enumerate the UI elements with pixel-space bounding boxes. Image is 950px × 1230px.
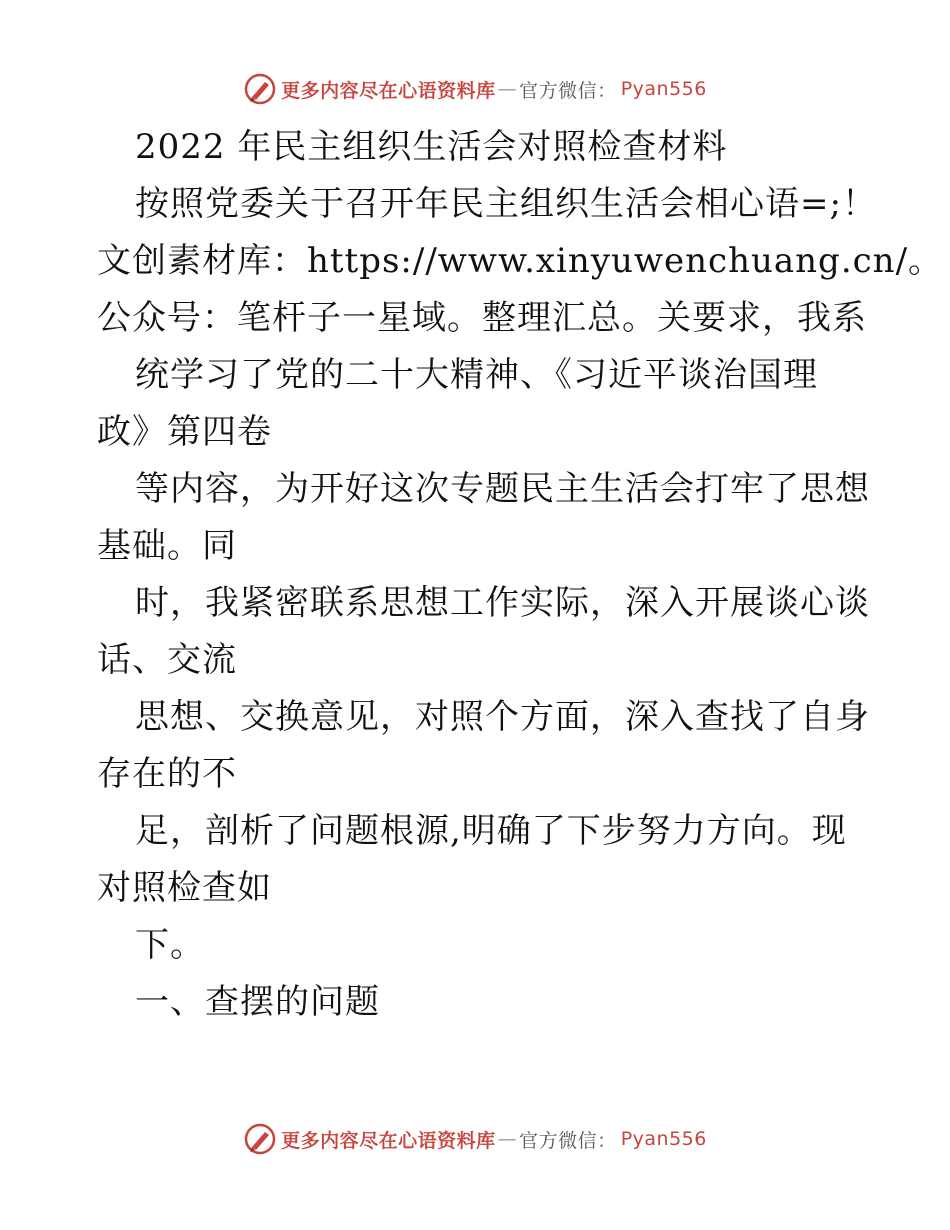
pen-logo-icon [243, 1122, 277, 1156]
text-line: 对照检查如 [97, 868, 272, 908]
section-heading: 一、查摆的问题 [135, 982, 380, 1022]
banner-dash: — [497, 78, 518, 100]
pen-logo-icon [243, 72, 277, 106]
document-body [97, 119, 944, 1031]
text-line: 公众号：笔杆子一星域。整理汇总。关要求，我系 [97, 298, 867, 338]
banner-wechat-label: 官方微信： [519, 1129, 617, 1152]
text-line: 按照党委关于召开年民主组织生活会相心语=;！ [135, 184, 877, 224]
document-title: 2022 年民主组织生活会对照检查材料 [135, 127, 728, 167]
footer-banner [0, 1122, 950, 1156]
text-line: 下。 [135, 925, 205, 965]
text-line: 存在的不 [97, 754, 237, 794]
text-line: 等内容，为开好这次专题民主生活会打牢了思想 [135, 469, 870, 509]
text-line: 政》第四卷 [97, 412, 272, 452]
banner-brand: 更多内容尽在心语资料库 [281, 79, 496, 102]
text-line: 时，我紧密联系思想工作实际，深入开展谈心谈 [135, 583, 870, 623]
header-banner [0, 72, 950, 106]
text-line: 思想、交换意见，对照个方面，深入查找了自身 [135, 697, 870, 737]
text-line: 话、交流 [97, 640, 237, 680]
banner-wechat-label: 官方微信： [519, 79, 617, 102]
text-line: 文创素材库：https://www.xinyuwenchuang.cn/。 [97, 241, 944, 281]
text-line: 统学习了党的二十大精神、《习近平谈治国理 [135, 355, 818, 395]
banner-brand: 更多内容尽在心语资料库 [281, 1129, 496, 1152]
banner-account: Pyan556 [620, 1128, 707, 1150]
banner-account: Pyan556 [620, 78, 707, 100]
text-line: 基础。同 [97, 526, 237, 566]
banner-dash: — [497, 1128, 518, 1150]
text-line: 足，剖析了问题根源,明确了下步努力方向。现 [135, 811, 847, 851]
